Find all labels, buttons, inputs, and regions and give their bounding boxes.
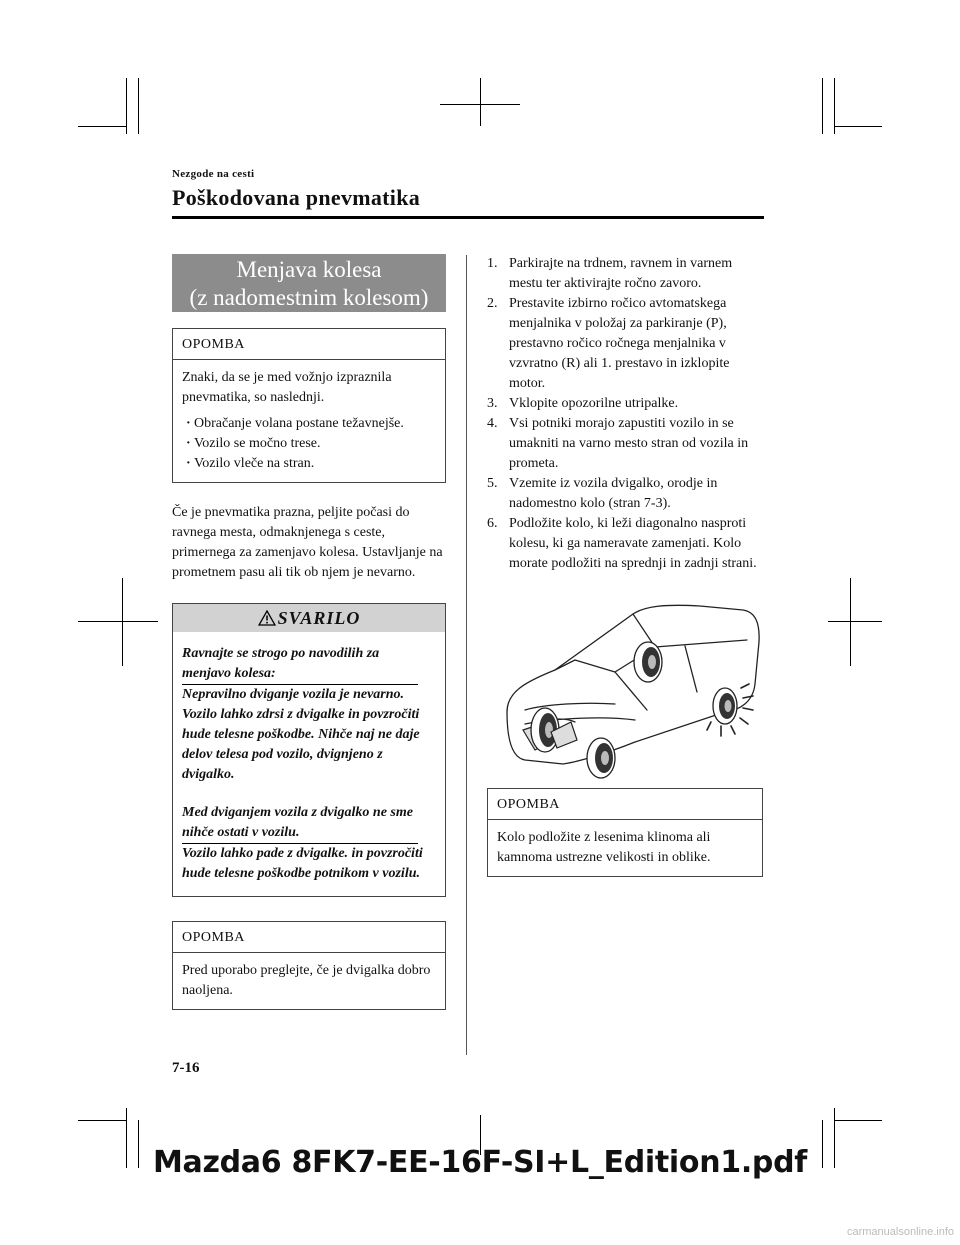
note-label: OPOMBA xyxy=(173,922,445,953)
section-banner xyxy=(172,254,446,312)
note-body: Kolo podložite z lesenima klinoma ali kamnoma ustrezne velikosti in oblike. xyxy=(497,830,711,865)
step-item: 3. Vklopite opozorilne utripalke. xyxy=(487,396,679,411)
front-wheel xyxy=(587,738,615,778)
front-wheel-chocked xyxy=(523,708,577,752)
rear-wheel xyxy=(634,642,662,682)
running-title: Nezgode na cesti xyxy=(172,168,255,180)
section-title: Poškodovana pnevmatika xyxy=(172,185,421,210)
warning-body xyxy=(173,632,445,896)
note-label: OPOMBA xyxy=(173,329,445,360)
footer-filename: Mazda6 8FK7-EE-16F-SI+L_Edition1.pdf xyxy=(152,1145,808,1180)
step-item: 6. Podložite kolo, ki leži diagonalno nasproti kolesu, ki ga nameravate zamenjati. Kolo morate podložiti na sprednji in zadnji strani. xyxy=(487,516,757,571)
note-box-jack xyxy=(172,921,446,1010)
warning-box xyxy=(172,603,446,897)
warning-triangle-icon xyxy=(258,610,276,626)
note-intro: Znaki, da se je med vožnjo izpraznila pnevmatika, so naslednji. xyxy=(182,370,392,405)
watermark: carmanualsonline.info xyxy=(846,1226,954,1238)
note-box-chock xyxy=(487,788,763,877)
page-number: 7-16 xyxy=(172,1060,200,1076)
banner-line-2: (z nadomestnim kolesom) xyxy=(189,285,429,310)
column-divider xyxy=(466,255,467,1055)
note-bullet: · Obračanje volana postane težavnejše. xyxy=(182,414,436,434)
warning-subheading-2: Med dviganjem vozila z dvigalko ne sme nihče ostati v vozilu. xyxy=(182,803,418,844)
note-bullet: · Vozilo se močno trese. xyxy=(182,434,436,454)
step-item: 4. Vsi potniki morajo zapustiti vozilo in se umakniti na varno mesto stran od vozila in prometa. xyxy=(487,416,749,471)
step-item: 2. Prestavite izbirno ročico avtomatskega menjalnika v položaj za parkiranje (P), prestavno ročico ročnega menjalnika v vzvratno (R) ali 1. prestavo in izklopite motor. xyxy=(487,296,730,391)
note-bullet: · Vozilo vleče na stran. xyxy=(182,454,436,474)
note-label: OPOMBA xyxy=(488,789,762,820)
warning-label: SVARILO xyxy=(277,608,361,628)
note-box xyxy=(172,328,446,483)
right-column xyxy=(487,254,763,877)
banner-line-1: Menjava kolesa xyxy=(236,257,382,282)
warning-text-1: Nepravilno dviganje vozila je nevarno. Vozilo lahko zdrsi z dvigalke in povzročiti hude telesne poškodbe. Nihče naj ne daje delov telesa pod vozilo, dvignjeno z dvigalko. xyxy=(182,687,420,782)
warning-text-2: Vozilo lahko pade z dvigalke. in povzročiti hude telesne poškodbe potnikom v vozilu. xyxy=(182,846,423,881)
left-column xyxy=(172,254,446,1010)
step-list xyxy=(487,254,763,574)
warning-header xyxy=(173,604,445,632)
title-rule xyxy=(172,216,764,219)
step-item: 1. Parkirajte na trdnem, ravnem in varnem mestu ter aktivirajte ročno zavoro. xyxy=(487,256,733,291)
wheel-chock-illustration xyxy=(485,592,761,782)
flat-tire-wheel xyxy=(713,688,737,724)
intro-paragraph: Če je pnevmatika prazna, peljite počasi do ravnega mesta, odmaknjenega s ceste, primernega za zamenjavo kolesa. Ustavljanje na prometnem pasu ali tik ob njem je nevarno. xyxy=(172,505,443,580)
note-body: Pred uporabo preglejte, če je dvigalka dobro naoljena. xyxy=(182,963,431,998)
warning-subheading-1: Ravnajte se strogo po navodilih za menjavo kolesa: xyxy=(182,644,418,685)
note-body xyxy=(173,360,445,482)
step-item: 5. Vzemite iz vozila dvigalko, orodje in nadomestno kolo (stran 7-3). xyxy=(487,476,718,511)
